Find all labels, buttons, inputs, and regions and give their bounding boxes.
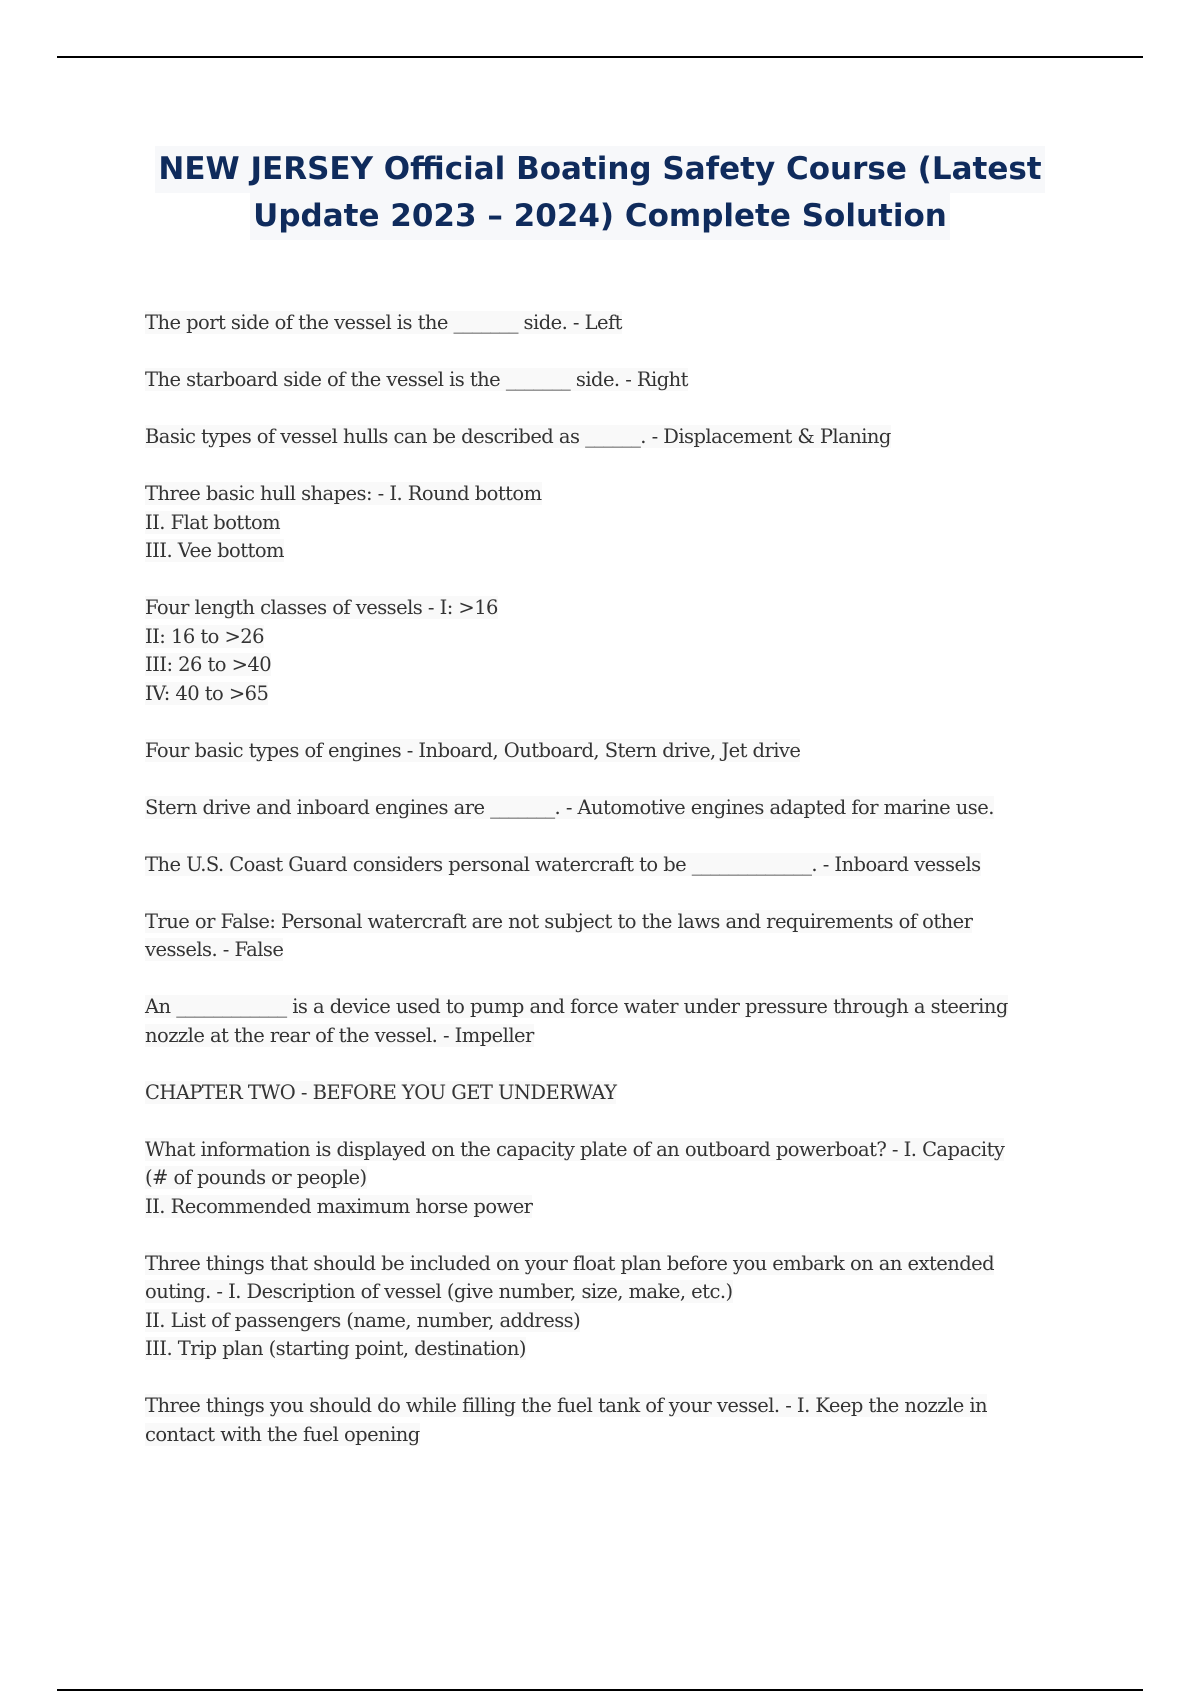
- text-line: II. Recommended maximum horse power: [145, 1194, 533, 1218]
- top-rule: [57, 56, 1143, 58]
- text-line: III. Trip plan (starting point, destination): [145, 1337, 526, 1360]
- text-line: Three things you should do while filling the fuel tank of your vessel. - I. Keep the nozzle in: [145, 1394, 988, 1417]
- qa-entry-starboard-side: [145, 366, 1095, 395]
- text-line: III. Vee bottom: [145, 539, 284, 562]
- text-line: contact with the fuel opening: [145, 1422, 420, 1446]
- qa-entry-port-side: [145, 309, 1095, 338]
- text-line: An ____________ is a device used to pump and force water under pressure through a steering: [145, 995, 1008, 1018]
- text-line: Four basic types of engines - Inboard, Outboard, Stern drive, Jet drive: [145, 738, 801, 762]
- qa-entry-length-classes: [145, 594, 1095, 708]
- text-line: III: 26 to >40: [145, 653, 272, 676]
- text-line: What information is displayed on the capacity plate of an outboard powerboat? - I. Capacity: [145, 1137, 1005, 1161]
- qa-entry-float-plan: [145, 1250, 1095, 1364]
- text-line: Stern drive and inboard engines are _______. - Automotive engines adapted for marine use.: [145, 795, 994, 819]
- qa-entry-impeller: [145, 993, 1095, 1050]
- document-body: [145, 309, 1095, 1478]
- text-line: II. List of passengers (name, number, address): [145, 1308, 581, 1332]
- text-line: Basic types of vessel hulls can be described as ______. - Displacement & Planing: [145, 425, 891, 448]
- document-title: [100, 146, 1100, 240]
- text-line: CHAPTER TWO - BEFORE YOU GET UNDERWAY: [145, 1080, 617, 1104]
- text-line: Three basic hull shapes: - I. Round bottom: [145, 482, 542, 505]
- text-line: True or False: Personal watercraft are not subject to the laws and requirements of other: [145, 909, 973, 933]
- qa-entry-capacity-plate: [145, 1136, 1095, 1222]
- text-line: Three things that should be included on your float plan before you embark on an extended: [145, 1251, 995, 1275]
- qa-entry-stern-drive: [145, 794, 1095, 823]
- title-line-1: NEW JERSEY Official Boating Safety Course (Latest: [155, 146, 1044, 193]
- text-line: The starboard side of the vessel is the _______ side. - Right: [145, 368, 688, 391]
- text-line: vessels. - False: [145, 938, 284, 961]
- qa-entry-fuel-tank: [145, 1392, 1095, 1449]
- text-line: Four length classes of vessels - I: >16: [145, 596, 498, 619]
- text-line: The U.S. Coast Guard considers personal watercraft to be _____________. - Inboard vessels: [145, 852, 981, 876]
- title-line-2: Update 2023 – 2024) Complete Solution: [250, 193, 950, 240]
- chapter-heading: [145, 1079, 1095, 1108]
- text-line: II: 16 to >26: [145, 624, 264, 648]
- text-line: The port side of the vessel is the _______ side. - Left: [145, 311, 622, 334]
- text-line: nozzle at the rear of the vessel. - Impeller: [145, 1023, 534, 1047]
- qa-entry-engine-types: [145, 737, 1095, 766]
- text-line: (# of pounds or people): [145, 1166, 367, 1189]
- text-line: IV: 40 to >65: [145, 681, 269, 705]
- qa-entry-true-false: [145, 908, 1095, 965]
- text-line: outing. - I. Description of vessel (give number, size, make, etc.): [145, 1280, 733, 1303]
- bottom-rule: [57, 1689, 1143, 1691]
- qa-entry-personal-watercraft: [145, 851, 1095, 880]
- text-line: II. Flat bottom: [145, 510, 281, 534]
- qa-entry-hull-types: [145, 423, 1095, 452]
- qa-entry-hull-shapes: [145, 480, 1095, 566]
